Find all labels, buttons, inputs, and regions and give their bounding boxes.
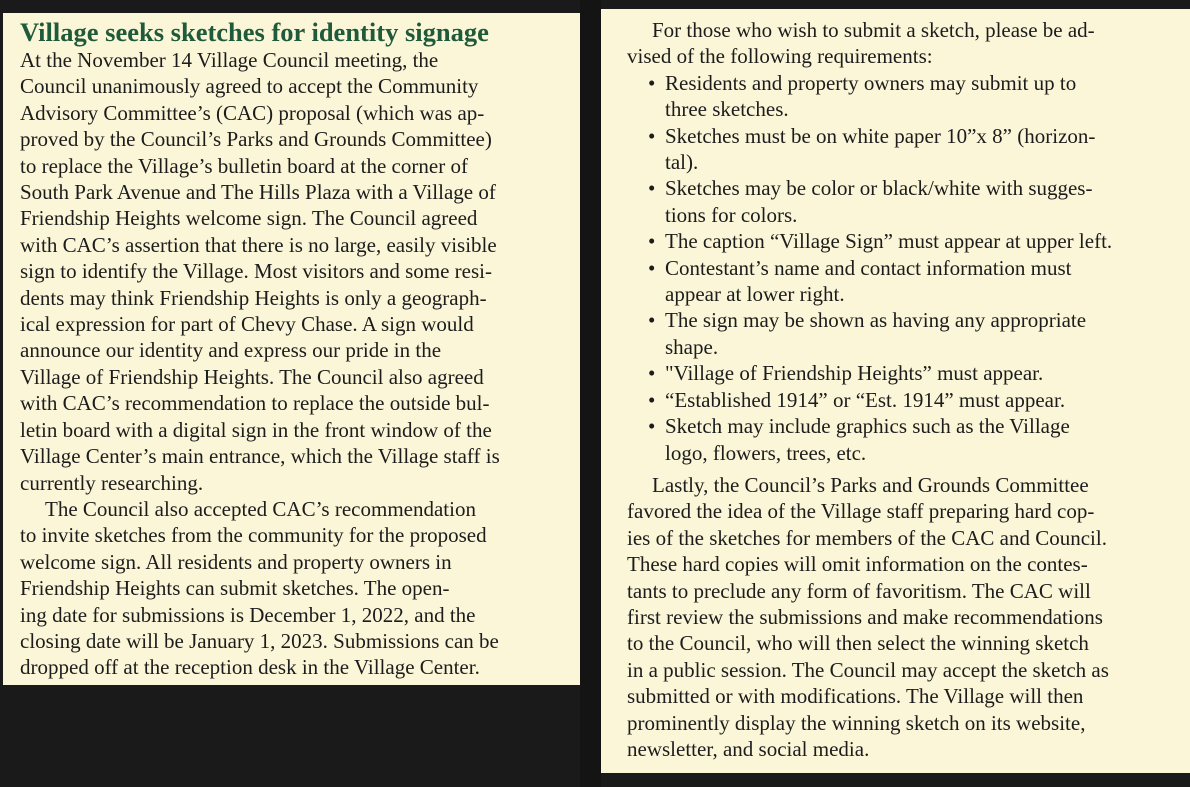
text-line: to the Council, who will then select the winning sketch (627, 631, 1089, 656)
bullet-text: Residents and property owners may submit up to (665, 70, 1077, 95)
text-line: Friendship Heights welcome sign. The Council agreed (20, 206, 478, 231)
bullet-continuation: three sketches. (665, 97, 789, 122)
text-line: dents may think Friendship Heights is only a geograph- (20, 285, 487, 310)
bullet-text: The caption “Village Sign” must appear at upper left. (665, 229, 1113, 254)
text-line: in a public session. The Council may accept the sketch as (627, 657, 1109, 682)
requirements-list (627, 70, 1190, 466)
text-line: ical expression for part of Chevy Chase. A sign would (20, 312, 474, 337)
text-line: ies of the sketches for members of the CAC and Council. (627, 525, 1107, 550)
bullet-first-line (627, 175, 1190, 201)
bullet-icon: • (648, 229, 656, 254)
text-line: Advisory Committee’s (CAC) proposal (which was ap- (20, 100, 485, 125)
text-line: with CAC’s assertion that there is no large, easily visible (20, 232, 497, 257)
text-line: tants to preclude any form of favoritism. The CAC will (627, 578, 1091, 603)
text-line: These hard copies will omit information on the contes- (627, 552, 1088, 577)
article-headline: Village seeks sketches for identity signage (20, 17, 489, 47)
bullet-icon: • (648, 176, 656, 201)
text-line: vised of the following requirements: (627, 44, 933, 69)
requirement-item (627, 387, 1190, 413)
text-line: For those who wish to submit a sketch, please be ad- (652, 18, 1095, 42)
bullet-icon: • (648, 123, 656, 148)
bullet-text: "Village of Friendship Heights” must appear. (665, 361, 1044, 386)
paragraph-1 (20, 47, 580, 496)
text-line: newsletter, and social media. (627, 736, 870, 761)
text-line: Council unanimously agreed to accept the Community (20, 74, 479, 99)
bullet-first-line (627, 70, 1190, 96)
bullet-text: Sketches must be on white paper 10”x 8” (horizon- (665, 123, 1096, 148)
text-line: currently researching. (20, 470, 204, 495)
text-line: favored the idea of the Village staff preparing hard cop- (627, 499, 1095, 524)
bullet-continuation: appear at lower right. (665, 282, 845, 307)
paragraph-2 (20, 496, 580, 681)
bullet-continuation: shape. (665, 334, 719, 359)
text-line: to replace the Village’s bulletin board at the corner of (20, 153, 468, 178)
text-line: Village of Friendship Heights. The Council also agreed (20, 364, 484, 389)
requirement-item (627, 307, 1190, 360)
bullet-icon: • (648, 70, 656, 95)
text-line: sign to identify the Village. Most visitors and some resi- (20, 259, 492, 284)
column-divider (580, 0, 601, 787)
requirement-item (627, 228, 1190, 254)
bullet-icon: • (648, 414, 656, 439)
article-right-column (601, 9, 1190, 773)
bullet-first-line (627, 123, 1190, 149)
text-line: Friendship Heights can submit sketches. The open- (20, 576, 450, 601)
text-line: welcome sign. All residents and property owners in (20, 549, 452, 574)
text-line: proved by the Council’s Parks and Grounds Committee) (20, 127, 492, 152)
text-line: to invite sketches from the community for the proposed (20, 523, 487, 548)
text-line: with CAC’s recommendation to replace the outside bul- (20, 391, 490, 416)
text-line: South Park Avenue and The Hills Plaza with a Village of (20, 180, 496, 205)
bullet-text: The sign may be shown as having any appropriate (665, 308, 1087, 333)
article-left-column (3, 13, 580, 685)
text-line: submitted or with modifications. The Village will then (627, 684, 1084, 709)
requirements-intro (627, 17, 1190, 70)
text-line: The Council also accepted CAC’s recommendation (45, 496, 476, 521)
requirement-item (627, 175, 1190, 228)
text-line: letin board with a digital sign in the front window of the (20, 417, 492, 442)
text-line: closing date will be January 1, 2023. Submissions can be (20, 628, 499, 653)
text-line: prominently display the winning sketch on its website, (627, 710, 1086, 735)
bullet-first-line (627, 228, 1190, 254)
text-line: dropped off at the reception desk in the Village Center. (20, 655, 480, 680)
bullet-continuation: tal). (665, 150, 699, 175)
requirement-item (627, 360, 1190, 386)
bullet-text: Contestant’s name and contact information must (665, 255, 1072, 280)
bullet-continuation: logo, flowers, trees, etc. (665, 440, 867, 465)
bullet-first-line (627, 360, 1190, 386)
bullet-icon: • (648, 255, 656, 280)
bullet-text: “Established 1914” or “Est. 1914” must appear. (665, 387, 1066, 412)
text-line: first review the submissions and make recommendations (627, 604, 1103, 629)
requirement-item (627, 70, 1190, 123)
bullet-first-line (627, 307, 1190, 333)
bullet-icon: • (648, 308, 656, 333)
text-line: At the November 14 Village Council meeting, the (20, 48, 439, 72)
bullet-text: Sketch may include graphics such as the Village (665, 414, 1070, 439)
requirement-item (627, 123, 1190, 176)
text-line: announce our identity and express our pride in the (20, 338, 442, 363)
bullet-first-line (627, 255, 1190, 281)
bullet-icon: • (648, 361, 656, 386)
text-line: Village Center’s main entrance, which the Village staff is (20, 444, 500, 469)
closing-paragraph (627, 472, 1190, 762)
requirement-item (627, 255, 1190, 308)
bullet-text: Sketches may be color or black/white with sugges- (665, 176, 1093, 201)
requirement-item (627, 413, 1190, 466)
text-line: Lastly, the Council’s Parks and Grounds Committee (652, 472, 1089, 497)
bullet-first-line (627, 387, 1190, 413)
bullet-continuation: tions for colors. (665, 202, 798, 227)
text-line: ing date for submissions is December 1, 2022, and the (20, 602, 476, 627)
bullet-icon: • (648, 387, 656, 412)
bullet-first-line (627, 413, 1190, 439)
